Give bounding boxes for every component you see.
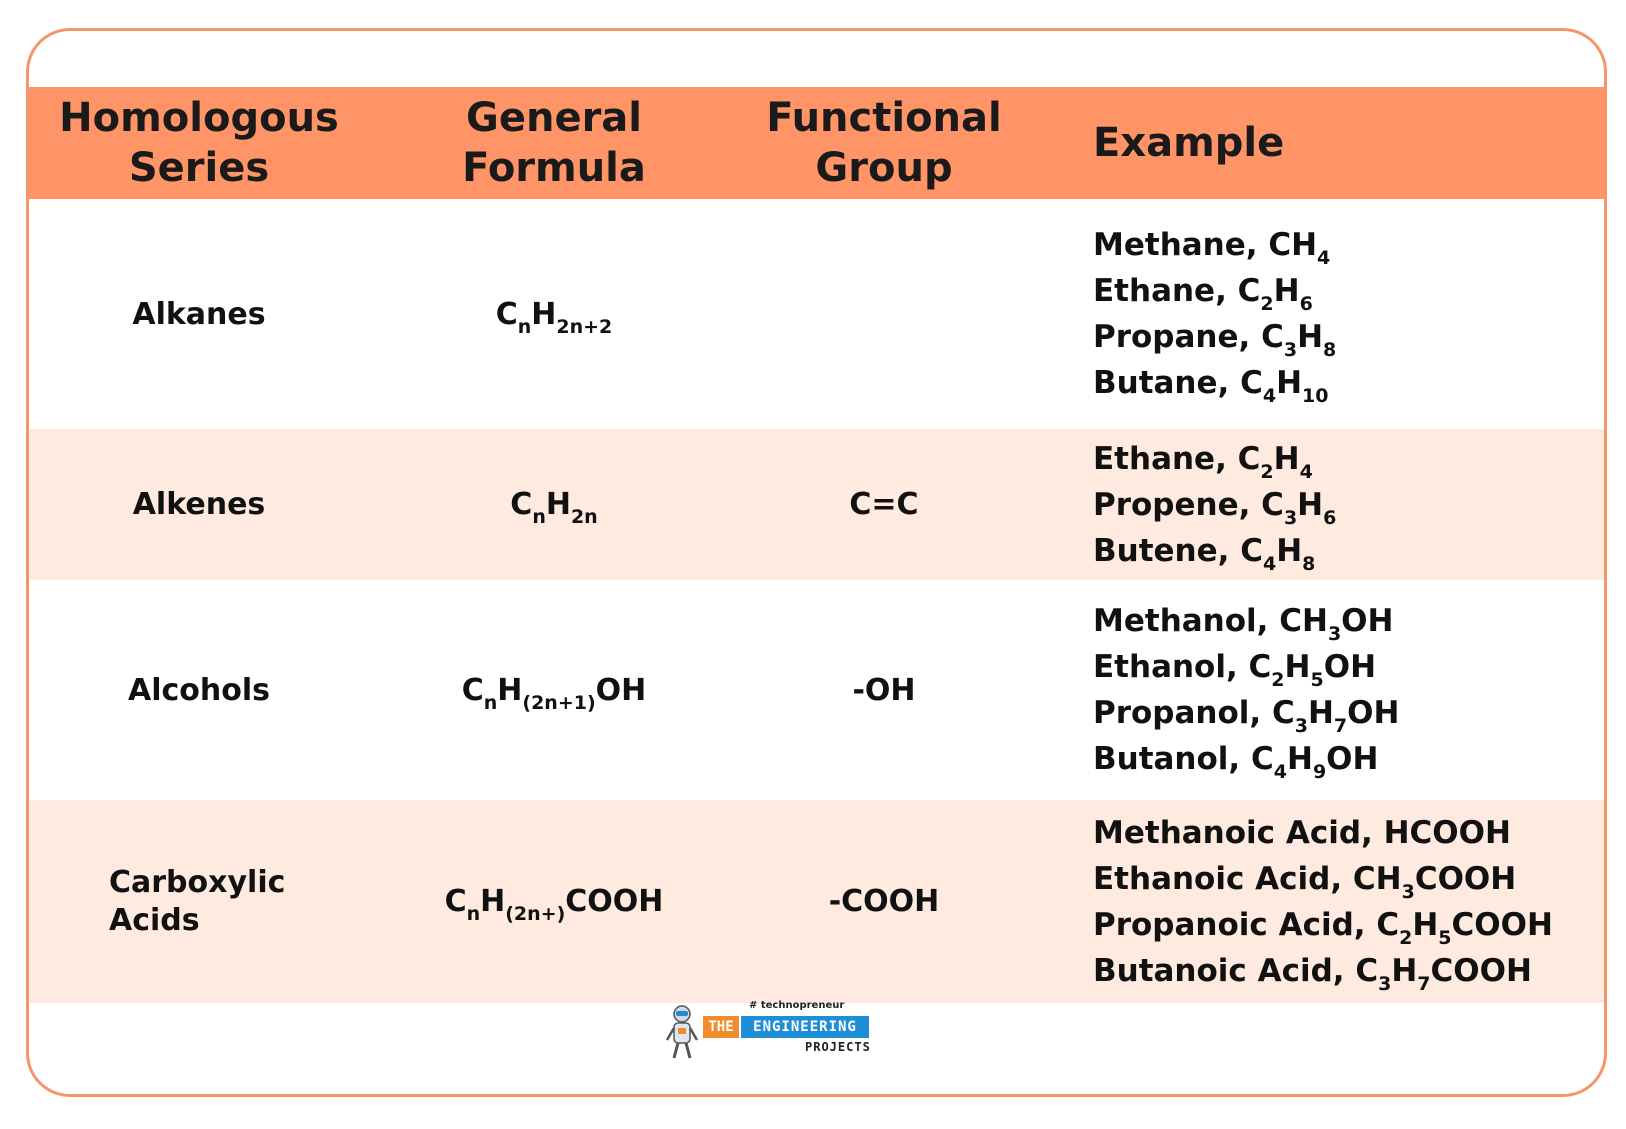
example-item: Propene, $C_3H_6$ (1093, 486, 1337, 529)
header-general-formula (389, 87, 719, 199)
formula-text: $C_nH_{(2n+)}COOH$ (444, 884, 664, 925)
header-functional-group (719, 87, 1049, 199)
general-formula (389, 429, 719, 580)
functional-group: C=C (849, 487, 919, 522)
robot-mascot-icon (665, 1004, 699, 1060)
example-item: Butanol, $C_4H_9OH$ (1093, 741, 1379, 783)
examples-cell (1093, 199, 1604, 429)
table-row (29, 429, 1604, 580)
examples-list (1093, 810, 1553, 994)
example-item: Butene, $C_4H_8$ (1093, 532, 1316, 575)
header-label-line: Formula (462, 145, 646, 191)
general-formula (389, 199, 719, 429)
table-row (29, 800, 1604, 1003)
table-card (26, 28, 1607, 1097)
logo-the: THE (703, 1016, 739, 1038)
logo-tagline: # technopreneur (749, 1000, 845, 1011)
functional-group (719, 199, 1049, 429)
functional-group: -OH (852, 672, 916, 708)
example-item: Methanoic Acid, HCOOH (1093, 814, 1511, 851)
table-row (29, 580, 1604, 800)
logo-engineering: ENGINEERING (741, 1016, 869, 1038)
homologous-series-table (29, 87, 1604, 1003)
engineering-projects-logo (665, 1000, 905, 1060)
header-label-line: Group (815, 145, 953, 191)
example-item: Propane, $C_3H_8$ (1093, 319, 1337, 361)
header-label-line: Functional (766, 95, 1002, 141)
series-name: Alkanes (132, 296, 266, 332)
example-item: Methanol, $CH_3OH$ (1093, 603, 1394, 645)
formula-text: $C_nH_{2n}$ (510, 487, 598, 528)
series-name: Alkenes (132, 487, 266, 522)
table-row (29, 199, 1604, 429)
series-name (29, 800, 369, 1003)
general-formula (389, 580, 719, 800)
examples-list (1093, 598, 1399, 782)
example-item: Ethanoic Acid, $CH_3COOH$ (1093, 860, 1517, 903)
example-item: Ethane, $C_2H_6$ (1093, 273, 1313, 315)
example-item: Butane, $C_4H_{10}$ (1093, 365, 1329, 407)
example-item: Propanol, $C_3H_7OH$ (1093, 695, 1400, 737)
examples-list (1093, 436, 1336, 574)
formula-text: $C_nH_{(2n+1)}OH$ (461, 672, 647, 714)
header-label-line: General (466, 95, 642, 141)
examples-cell (1093, 800, 1604, 1003)
examples-cell (1093, 580, 1604, 800)
examples-cell (1093, 429, 1604, 580)
header-label-line: Homologous (59, 95, 339, 141)
table-header-row (29, 87, 1604, 199)
logo-projects: PROJECTS (805, 1040, 871, 1054)
examples-list (1093, 222, 1336, 406)
header-example (1093, 87, 1604, 199)
example-item: Methane, $CH_4$ (1093, 227, 1331, 269)
example-item: Butanoic Acid, $C_3H_7COOH$ (1093, 952, 1532, 995)
formula-text: $C_nH_{2n+2}$ (495, 296, 613, 338)
general-formula (389, 800, 719, 1003)
functional-group: -COOH (828, 884, 940, 919)
series-name-text: Carboxylic Acids (109, 864, 286, 938)
example-item: Propanoic Acid, $C_2H_5COOH$ (1093, 906, 1553, 949)
header-label-example: Example (1093, 120, 1285, 166)
header-label-line: Series (128, 145, 270, 191)
series-name: Alcohols (127, 672, 270, 708)
header-homologous-series (29, 87, 369, 199)
example-item: Ethane, $C_2H_4$ (1093, 440, 1313, 483)
example-item: Ethanol, $C_2H_5OH$ (1093, 649, 1377, 691)
